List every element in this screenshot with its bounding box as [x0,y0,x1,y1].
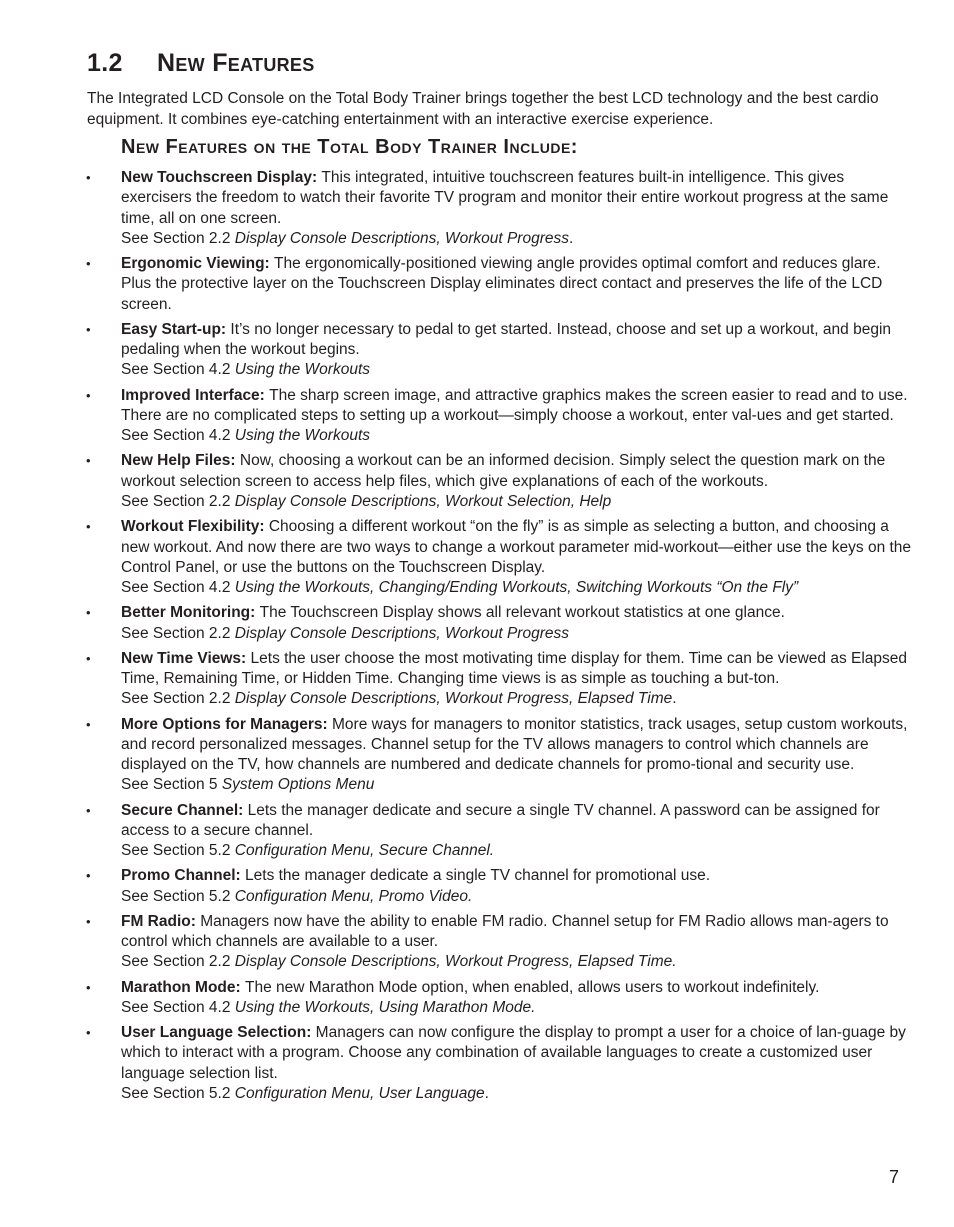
section-reference [121,624,913,644]
feature-item [0,1023,913,1104]
feature-name: Easy Start-up: [121,320,231,338]
reference-title: Display Console Descriptions, Workout Progress [234,624,569,642]
bullet-icon: • [86,453,91,469]
reference-section: See Section 4.2 [121,579,235,597]
feature-item [0,801,913,862]
feature-name: FM Radio: [121,912,201,930]
feature-description: It’s no longer necessary to pedal to get started. Instead, choose and set up a workout, and begin pedaling when the workout begins. [121,320,892,359]
feature-item [0,603,913,644]
section-title: New Features [157,49,315,77]
feature-description: Lets the manager dedicate and secure a single TV channel. A password can be assigned for access to a secure channel. [121,801,880,839]
reference-section: See Section 2.2 [121,690,235,708]
feature-name: Improved Interface: [121,386,270,404]
feature-item [0,866,913,907]
section-number: 1.2 [87,49,123,77]
reference-suffix: . [672,690,677,708]
section-reference [121,998,913,1018]
bullet-icon: • [86,256,91,272]
reference-section: See Section 4.2 [121,427,235,445]
feature-item [0,715,913,796]
feature-name: Better Monitoring: [121,604,260,622]
feature-item [0,254,913,315]
feature-item [0,168,913,249]
bullet-icon: • [86,868,91,884]
feature-item [0,517,913,598]
feature-name: Marathon Mode: [121,978,245,996]
section-reference [121,578,913,598]
bullet-icon: • [86,519,91,535]
feature-list [0,168,954,1109]
feature-description: More ways for managers to monitor statistics, track usages, setup custom workouts, and record personalized messages. Channel setup for the TV allows managers to control which channels are displayed on the TV, how channels are numbered and dedicate channels for promo-tional and security use. [121,715,908,774]
feature-description: The Touchscreen Display shows all relevant workout statistics at one glance. [259,604,785,622]
bullet-icon: • [86,170,91,185]
section-reference [121,841,913,861]
feature-description: This integrated, intuitive touchscreen features built-in intelligence. This gives exercisers the freedom to watch their favorite TV program and monitor their entire workout progress at the same time, all on one screen. [121,169,889,227]
section-reference [121,1084,913,1104]
section-reference [121,952,913,972]
reference-title: Display Console Descriptions, Workout Progress, Elapsed Time [234,690,673,708]
feature-description: Now, choosing a workout can be an informed decision. Simply select the question mark on the workout selection screen to access help files, which give explanations of each of the workouts. [121,452,886,490]
bullet-icon: • [86,802,91,818]
feature-description: The new Marathon Mode option, when enabled, allows users to workout indefinitely. [245,978,820,996]
bullet-icon: • [86,650,91,666]
section-reference [121,492,913,512]
feature-name: User Language Selection: [121,1024,316,1042]
bullet-icon: • [86,716,91,732]
reference-section: See Section 2.2 [121,624,235,642]
reference-title: Configuration Menu, Secure Channel. [234,842,495,860]
bullet-icon: • [86,321,91,337]
bullet-icon: • [86,913,91,929]
feature-description: Lets the user choose the most motivating time display for them. Time can be viewed as Elapsed Time, Remaining Time, or Hidden Time. Changing time views is as simple as touching a but-ton. [121,649,908,688]
bullet-icon: • [86,605,91,621]
feature-name: New Help Files: [121,452,240,470]
feature-name: Ergonomic Viewing: [121,255,275,273]
reference-title: Configuration Menu, Promo Video. [234,887,473,905]
feature-item [0,649,913,710]
feature-item [0,320,913,381]
feature-item [0,912,913,973]
feature-description: The ergonomically-positioned viewing angle provides optimal comfort and reduces glare. Plus the protective layer on the Touchscreen Display eliminates direct contact and preserves the life of the LCD screen. [121,255,883,313]
section-reference [121,887,913,907]
section-reference [121,229,913,249]
feature-name: Promo Channel: [121,867,246,885]
feature-name: Secure Channel: [121,801,248,819]
reference-suffix: . [484,1085,489,1103]
reference-section: See Section 2.2 [121,493,235,511]
reference-section: See Section 4.2 [121,998,235,1016]
reference-section: See Section 2.2 [121,953,235,971]
intro-paragraph: The Integrated LCD Console on the Total Body Trainer brings together the best LCD technology and the best cardio equipment. It combines eye-catching entertainment with an interactive exercise experience. [87,90,879,128]
reference-title: Configuration Menu, User Language [234,1085,485,1103]
feature-description: The sharp screen image, and attractive graphics makes the screen easier to read and to use. There are no complicated steps to setting up a workout—simply choose a workout, enter val-ues and get started. [121,386,908,424]
reference-title: Using the Workouts, Changing/Ending Workouts, Switching Workouts “On the Fly” [234,579,799,597]
feature-name: Workout Flexibility: [121,518,269,536]
bullet-icon: • [86,387,91,403]
reference-title: Using the Workouts, Using Marathon Mode. [234,998,536,1016]
section-reference [121,775,913,795]
feature-description: Managers can now configure the display to prompt a user for a choice of lan-guage by which to interact with a program. Choose any combination of available languages to create a customized user language selection list. [121,1024,906,1082]
reference-section: See Section 5 [121,776,222,794]
feature-item [0,451,913,512]
reference-title: Using the Workouts [234,361,370,379]
features-subheading: New Features on the Total Body Trainer Include: [121,136,578,158]
feature-name: More Options for Managers: [121,715,332,733]
reference-section: See Section 5.2 [121,887,235,905]
reference-title: Display Console Descriptions, Workout Selection, Help [234,493,612,511]
reference-section: See Section 5.2 [121,842,235,860]
reference-title: Display Console Descriptions, Workout Progress, Elapsed Time. [234,953,677,971]
feature-item [0,386,913,447]
reference-section: See Section 4.2 [121,361,235,379]
section-reference [121,689,913,709]
page-number: 7 [889,1167,900,1187]
reference-section: See Section 2.2 [121,229,235,247]
section-heading [87,44,315,82]
feature-item [0,978,913,1019]
feature-name: New Touchscreen Display: [121,169,322,186]
feature-description: Managers now have the ability to enable FM radio. Channel setup for FM Radio allows man-agers to control which channels are available to a user. [121,912,889,951]
feature-description: Choosing a different workout “on the fly” is as simple as selecting a button, and choosing a new workout. And now there are two ways to change a workout parameter mid-workout—either use the keys on the Control Panel, or use the buttons on the Touchscreen Display. [121,518,912,576]
bullet-icon: • [86,1025,91,1041]
reference-suffix: . [568,229,574,247]
reference-title: System Options Menu [221,776,375,794]
reference-title: Using the Workouts [234,427,370,445]
section-reference [121,426,913,446]
bullet-icon: • [86,979,91,995]
reference-section: See Section 5.2 [121,1085,235,1103]
feature-name: New Time Views: [121,649,251,667]
feature-description: Lets the manager dedicate a single TV channel for promotional use. [245,867,711,885]
section-reference [121,360,913,380]
reference-title: Display Console Descriptions, Workout Progress [234,229,569,247]
